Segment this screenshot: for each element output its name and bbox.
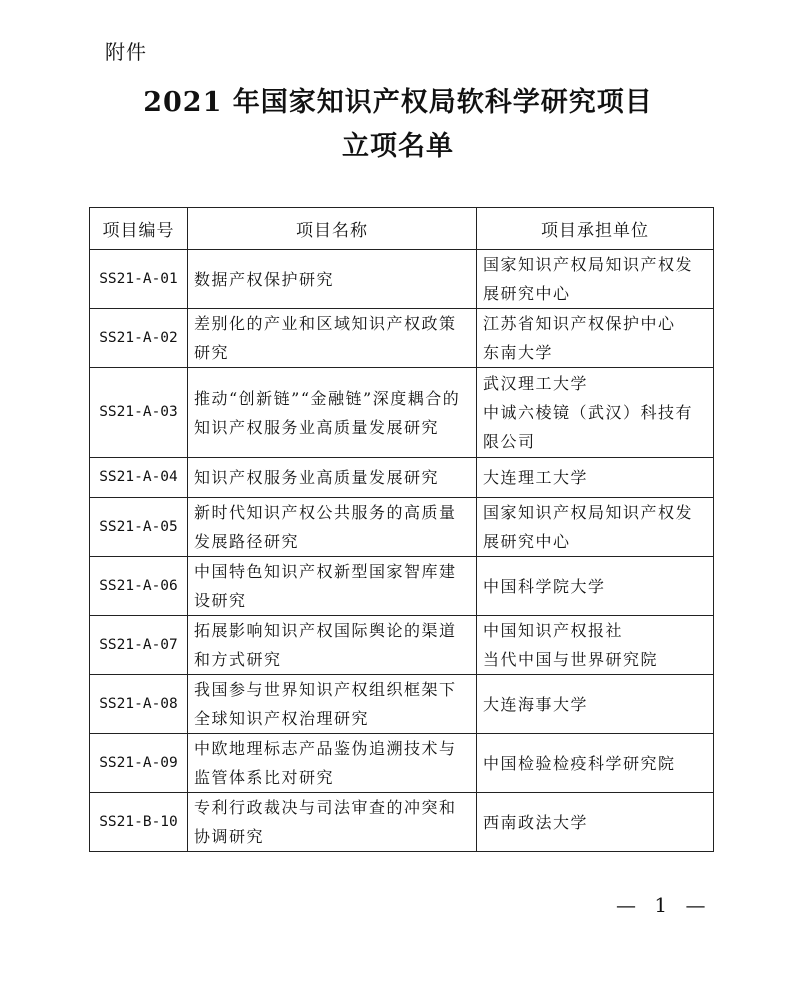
table-row	[90, 368, 714, 458]
project-code-cell: SS21-A-05	[90, 498, 188, 557]
organization-cell	[477, 557, 714, 616]
organization-name: 中诚六棱镜（武汉）科技有限公司	[483, 403, 694, 451]
organization-cell	[477, 734, 714, 793]
organization-name: 国家知识产权局知识产权发展研究中心	[483, 503, 694, 551]
organization-name: 中国知识产权报社	[483, 621, 624, 640]
organization-name: 中国检验检疫科学研究院	[483, 753, 676, 773]
table-row	[90, 250, 714, 309]
project-name-cell: 知识产权服务业高质量发展研究	[188, 458, 477, 498]
table-row	[90, 675, 714, 734]
project-code-cell: SS21-A-02	[90, 309, 188, 368]
header-project-name: 项目名称	[188, 208, 477, 250]
organization-cell	[477, 675, 714, 734]
project-name-cell: 中欧地理标志产品鉴伪追溯技术与监管体系比对研究	[188, 734, 477, 793]
project-code-cell: SS21-B-10	[90, 793, 188, 852]
project-name-cell: 新时代知识产权公共服务的高质量发展路径研究	[188, 498, 477, 557]
table-row	[90, 498, 714, 557]
organization-cell	[477, 368, 714, 458]
project-code-cell: SS21-A-04	[90, 458, 188, 498]
table-row	[90, 793, 714, 852]
project-name-cell: 专利行政裁决与司法审查的冲突和协调研究	[188, 793, 477, 852]
page-number: — 1 —	[616, 893, 712, 917]
project-name-cell: 拓展影响知识产权国际舆论的渠道和方式研究	[188, 616, 477, 675]
project-name-cell: 推动“创新链”“金融链”深度耦合的知识产权服务业高质量发展研究	[188, 368, 477, 458]
organization-name: 当代中国与世界研究院	[483, 650, 659, 669]
organization-cell	[477, 250, 714, 309]
organization-cell	[477, 616, 714, 675]
header-project-code: 项目编号	[90, 208, 188, 250]
project-code-cell: SS21-A-07	[90, 616, 188, 675]
organization-name: 东南大学	[483, 343, 554, 362]
project-code-cell: SS21-A-03	[90, 368, 188, 458]
organization-name: 国家知识产权局知识产权发展研究中心	[483, 255, 694, 303]
project-list-table	[89, 207, 714, 852]
document-title: 2021 年国家知识产权局软科学研究项目	[143, 87, 653, 118]
project-code-cell: SS21-A-09	[90, 734, 188, 793]
project-code-cell: SS21-A-08	[90, 675, 188, 734]
attachment-label: 附件	[105, 40, 147, 64]
project-code-cell: SS21-A-01	[90, 250, 188, 309]
project-name-cell: 我国参与世界知识产权组织框架下全球知识产权治理研究	[188, 675, 477, 734]
table-row	[90, 458, 714, 498]
table-row	[90, 734, 714, 793]
organization-name: 中国科学院大学	[483, 576, 606, 596]
project-name-cell: 数据产权保护研究	[188, 250, 477, 309]
organization-name: 大连理工大学	[483, 468, 589, 487]
organization-name: 武汉理工大学	[483, 374, 589, 393]
organization-name: 西南政法大学	[483, 812, 589, 832]
project-name-cell: 差别化的产业和区域知识产权政策研究	[188, 309, 477, 368]
table-row	[90, 557, 714, 616]
table-row	[90, 309, 714, 368]
table-body	[90, 250, 714, 852]
table-header-row	[90, 208, 714, 250]
organization-name: 江苏省知识产权保护中心	[483, 314, 676, 333]
table-row	[90, 616, 714, 675]
organization-cell	[477, 458, 714, 498]
project-name-cell: 中国特色知识产权新型国家智库建设研究	[188, 557, 477, 616]
organization-name: 大连海事大学	[483, 694, 589, 714]
header-organization: 项目承担单位	[477, 208, 714, 250]
document-subtitle: 立项名单	[342, 131, 454, 162]
organization-cell	[477, 309, 714, 368]
project-code-cell: SS21-A-06	[90, 557, 188, 616]
organization-cell	[477, 793, 714, 852]
organization-cell	[477, 498, 714, 557]
